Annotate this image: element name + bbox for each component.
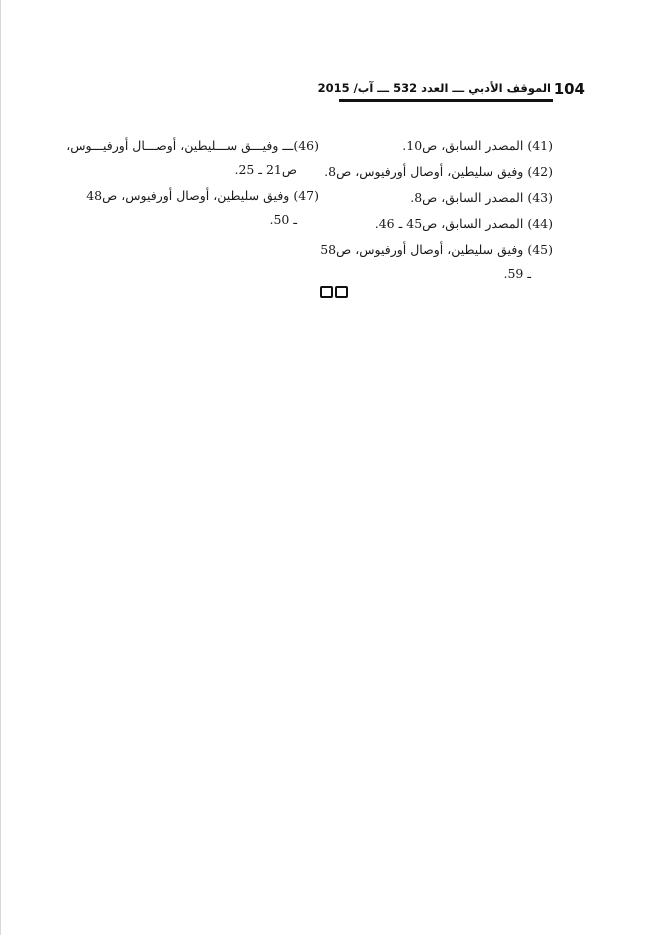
footnote-42: [324, 160, 553, 184]
footnote-continuation: ص21 ـ 25.: [234, 162, 297, 177]
footnote-line: (41) المصدر السابق، ص10.: [402, 138, 553, 153]
footnote-continuation: ـ 50.: [269, 212, 297, 227]
footnotes-column-right: [320, 134, 553, 288]
footnote-continuation: ـ 59.: [503, 266, 531, 281]
running-head: الموقف الأدبي ـــ العدد 532 ـــ آب/ 2015: [317, 81, 551, 95]
footnote-line: (46)ـــ وفيـــق ســـليطين، أوصـــال أورفيـــوس،: [66, 138, 319, 153]
page-number: 104: [553, 80, 585, 98]
footnote-47: [86, 184, 319, 232]
footnote-line: (42) وفيق سليطين، أوصال أورفيوس، ص8.: [324, 164, 553, 179]
footnote-43: [343, 186, 553, 210]
double-square-end-mark-icon: [320, 286, 348, 298]
footnote-45: [320, 238, 553, 286]
footnote-line: (45) وفيق سليطين، أوصال أورفيوس، ص58: [320, 242, 553, 257]
footnotes-column-left: [66, 134, 319, 234]
footnote-41: [343, 134, 553, 158]
page-header: [317, 78, 585, 102]
square-icon: [320, 286, 333, 298]
footnote-46: [66, 134, 319, 182]
header-rule: [339, 99, 553, 102]
footnote-44: [343, 212, 553, 236]
square-icon: [335, 286, 348, 298]
footnote-line: (44) المصدر السابق، ص45 ـ 46.: [374, 216, 553, 231]
footnote-line: (43) المصدر السابق، ص8.: [410, 190, 553, 205]
footnote-line: (47) وفيق سليطين، أوصال أورفيوس، ص48: [86, 188, 319, 203]
